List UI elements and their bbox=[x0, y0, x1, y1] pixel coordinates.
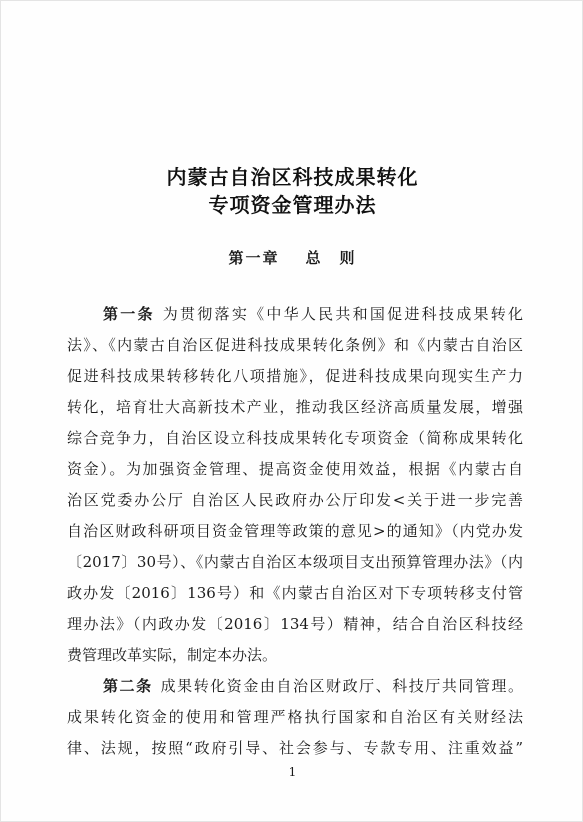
chapter-heading bbox=[1, 247, 583, 268]
article-1-line: 促进科技成果转移转化八项措施》，促进科技成果向现实生产力 bbox=[67, 367, 523, 385]
article-1-line: 政办发〔2016〕136号）和《内蒙古自治区对下专项转移支付管 bbox=[67, 584, 523, 602]
article-1-label: 第一条 bbox=[103, 305, 155, 323]
document-title-line-1: 内蒙古自治区科技成果转化 bbox=[166, 165, 419, 189]
article-1-line: 理办法》（内政办发〔2016〕134号）精神，结合自治区科技经 bbox=[67, 615, 523, 633]
article-1-line: 治区党委办公厅 自治区人民政府办公厅印发<关于进一步完善 bbox=[67, 491, 523, 509]
article-1-line: 综合竞争力，自治区设立科技成果转化专项资金（简称成果转化 bbox=[67, 429, 523, 447]
article-2-line: 成果转化资金的使用和管理严格执行国家和自治区有关财经法 bbox=[67, 708, 523, 726]
article-2-label: 第二条 bbox=[103, 677, 153, 695]
article-1-text: 为贯彻落实《中华人民共和国促进科技成果转化 bbox=[162, 305, 523, 323]
article-1-line: 转化，培育壮大高新技术产业，推动我区经济高质量发展，增强 bbox=[67, 398, 523, 416]
chapter-number: 第一章 bbox=[228, 249, 280, 267]
article-1-line: 费管理改革实际，制定本办法。 bbox=[67, 646, 278, 664]
article-1-line bbox=[103, 299, 523, 329]
article-2-line: 律、法规，按照“政府引导、社会参与、专款专用、注重效益” bbox=[67, 739, 523, 757]
chapter-name: 总 则 bbox=[305, 249, 357, 267]
article-1-line: 自治区财政科研项目资金管理等政策的意见>的通知》（内党办发 bbox=[67, 522, 523, 540]
article-2-text: 成果转化资金由自治区财政厅、科技厅共同管理。 bbox=[160, 677, 523, 695]
article-2-line bbox=[103, 671, 523, 701]
article-1-line: 资金）。为加强资金管理、提高资金使用效益，根据《内蒙古自 bbox=[67, 460, 523, 478]
document-title-line-2: 专项资金管理办法 bbox=[208, 193, 377, 217]
article-1-line: 〔2017〕30号）、《内蒙古自治区本级项目支出预算管理办法》（内 bbox=[67, 553, 523, 571]
page-number: 1 bbox=[288, 765, 297, 779]
article-1-line: 法》、《内蒙古自治区促进科技成果转化条例》和《内蒙古自治区 bbox=[67, 336, 523, 354]
